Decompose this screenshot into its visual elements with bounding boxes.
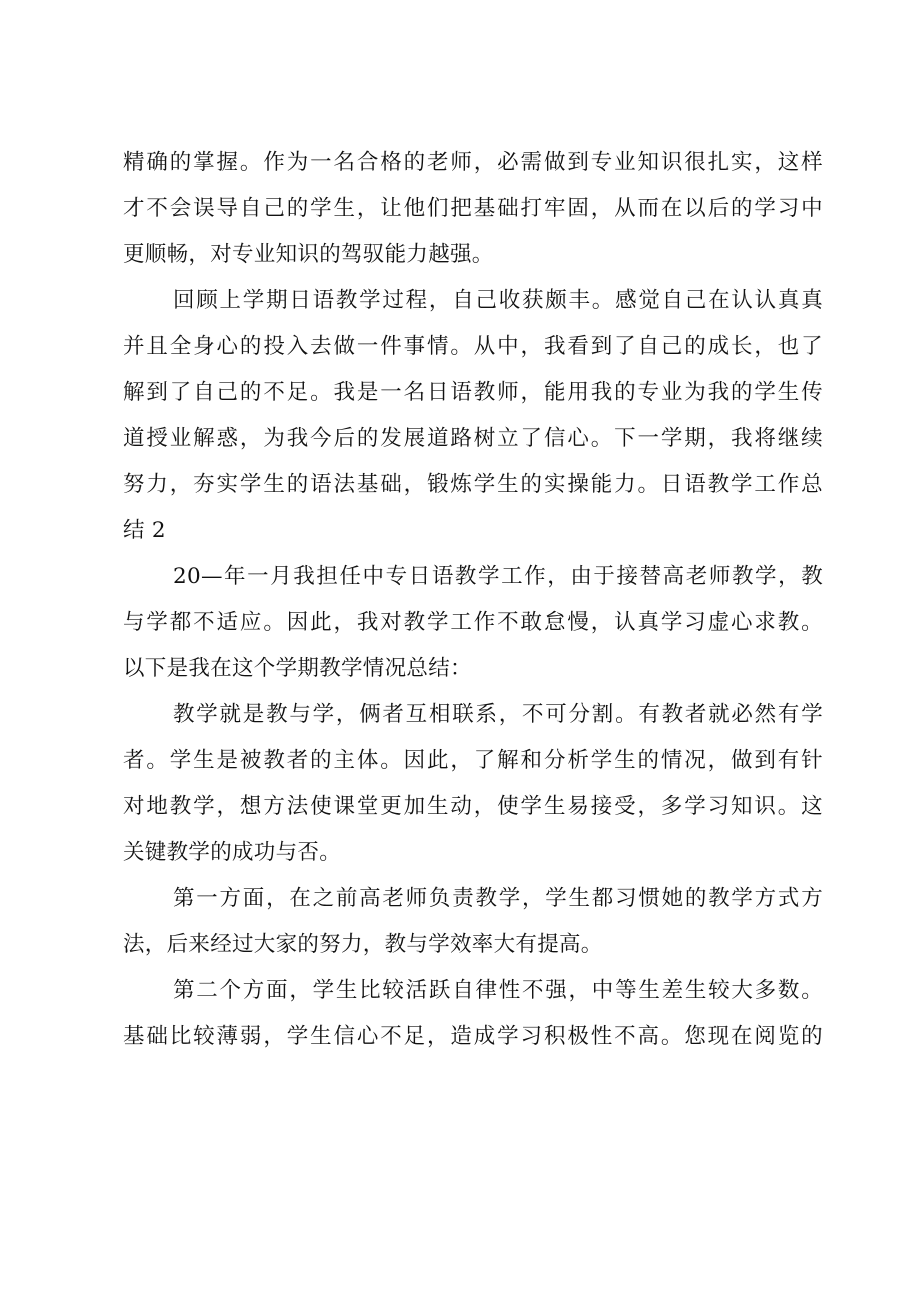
text-line: 教学就是教与学，俩者互相联系，不可分割。有教者就必然有学 (173, 702, 823, 727)
text-line: 对地教学，想方法使课堂更加生动，使学生易接受，多学习知识。这 (123, 794, 823, 819)
text-line: 并且全身心的投入去做一件事情。从中，我看到了自己的成长，也了 (123, 334, 823, 359)
text-line: 精确的掌握。作为一名合格的老师，必需做到专业知识很扎实，这样 (123, 150, 823, 175)
text-line: 法，后来经过大家的努力，教与学效率大有提高。 (123, 932, 603, 957)
text-line: 结 2 (123, 518, 166, 543)
text-line: 20—年一月我担任中专日语教学工作，由于接替高老师教学，教 (173, 564, 823, 589)
text-line: 道授业解惑，为我今后的发展道路树立了信心。下一学期，我将继续 (123, 426, 823, 451)
text-line: 努力，夯实学生的语法基础，锻炼学生的实操能力。日语教学工作总 (123, 472, 823, 497)
text-line: 关键教学的成功与否。 (123, 840, 342, 865)
text-line: 解到了自己的不足。我是一名日语教师，能用我的专业为我的学生传 (123, 380, 823, 405)
text-line: 才不会误导自己的学生，让他们把基础打牢固，从而在以后的学习中 (123, 196, 823, 221)
text-line: 者。学生是被教者的主体。因此，了解和分析学生的情况，做到有针 (123, 748, 823, 773)
text-line: 更顺畅，对专业知识的驾驭能力越强。 (123, 242, 494, 267)
text-line: 第一方面，在之前高老师负责教学，学生都习惯她的教学方式方 (173, 886, 823, 911)
text-line: 基础比较薄弱，学生信心不足，造成学习积极性不高。您现在阅览的 (123, 1024, 823, 1049)
text-line: 与学都不适应。因此，我对教学工作不敢怠慢，认真学习虚心求教。 (123, 610, 823, 635)
text-line: 回顾上学期日语教学过程，自己收获颇丰。感觉自己在认认真真 (173, 288, 823, 313)
document-body (123, 140, 823, 1060)
text-line: 第二个方面，学生比较活跃自律性不强，中等生差生较大多数。 (173, 978, 823, 1003)
text-line: 以下是我在这个学期教学情况总结： (123, 656, 472, 681)
